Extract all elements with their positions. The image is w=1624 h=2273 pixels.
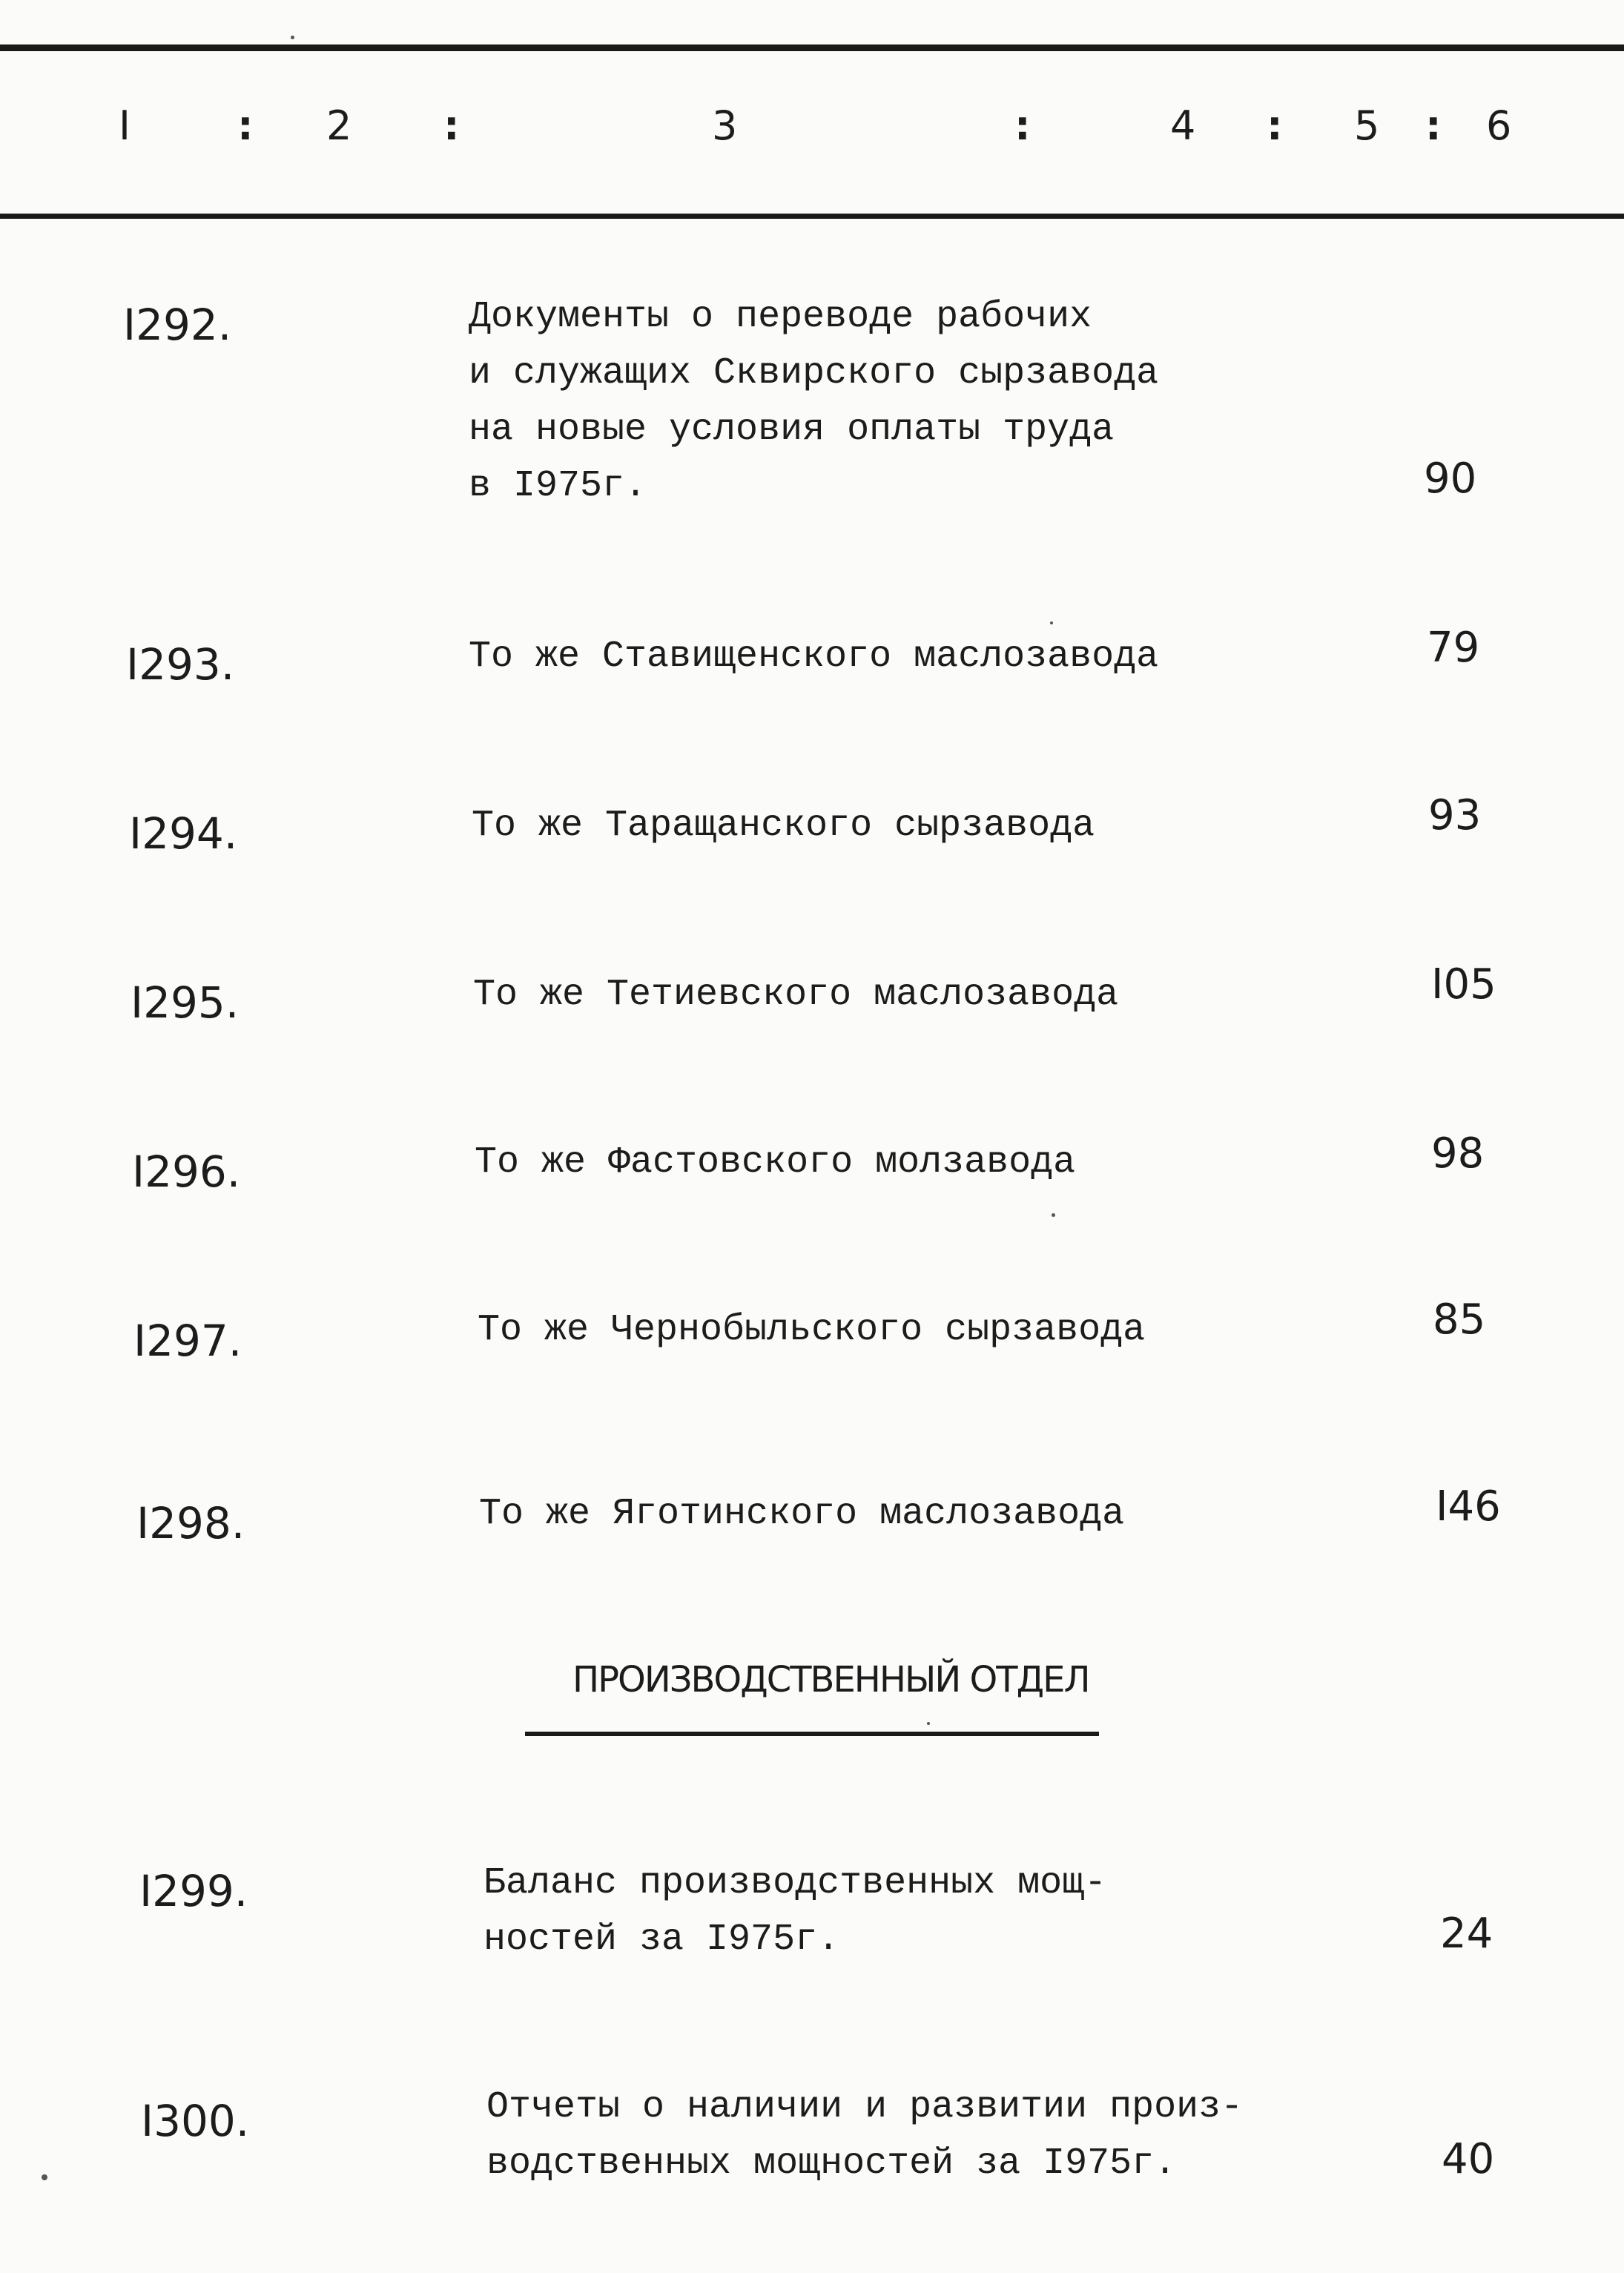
entry-sheet-count: 24: [1440, 1910, 1493, 1958]
column-header-1: I: [119, 102, 131, 149]
entry-sheet-count: 90: [1424, 455, 1477, 503]
scan-speck: [1052, 1213, 1055, 1217]
header-bottom-rule: [0, 214, 1624, 219]
entry-description: То же Ставищенского маслозавода: [469, 636, 1159, 678]
entry-description: То же Таращанского сырзавода: [472, 805, 1095, 847]
column-separator: :: [1267, 102, 1283, 149]
scan-speck: [1050, 621, 1053, 624]
column-separator: :: [1425, 102, 1442, 149]
entry-number: I296.: [132, 1147, 241, 1197]
entry-number: I294.: [129, 808, 238, 859]
entry-description: То же Фастовского молзавода: [475, 1141, 1076, 1184]
entry-description: Баланс производственных мощ- ностей за I975г.: [483, 1862, 1107, 1961]
entry-sheet-count: 98: [1431, 1129, 1485, 1178]
entry-number: I292.: [123, 300, 232, 350]
entry-sheet-count: 79: [1427, 624, 1480, 672]
entry-sheet-count: 85: [1433, 1296, 1486, 1344]
entry-description: То же Яготинского маслозавода: [479, 1493, 1125, 1535]
entry-sheet-count: I05: [1431, 960, 1496, 1009]
entry-number: I297.: [133, 1316, 242, 1366]
entry-description: То же Тетиевского маслозавода: [473, 974, 1119, 1016]
entry-sheet-count: 40: [1442, 2135, 1495, 2183]
column-separator: :: [443, 102, 460, 149]
entry-description: То же Чернобыльского сырзавода: [478, 1309, 1146, 1351]
entry-sheet-count: 93: [1428, 791, 1482, 839]
column-header-4: 4: [1170, 102, 1196, 149]
scan-speck: [291, 36, 294, 39]
scan-speck: [927, 1722, 930, 1725]
header-top-rule: [0, 44, 1624, 51]
column-header-5: 5: [1354, 102, 1380, 149]
entry-description: Отчеты о наличии и развитии произ- водственных мощностей за I975г.: [486, 2086, 1244, 2185]
entry-number: I295.: [131, 977, 240, 1028]
section-heading-underline: [525, 1732, 1099, 1736]
entry-number: I298.: [136, 1498, 245, 1548]
column-header-6: 6: [1486, 102, 1512, 149]
column-header-2: 2: [326, 102, 352, 149]
column-separator: :: [1014, 102, 1031, 149]
column-separator: :: [237, 102, 254, 149]
entry-number: I293.: [126, 639, 235, 690]
entry-sheet-count: I46: [1436, 1482, 1501, 1531]
section-heading: ПРОИЗВОДСТВЕННЫЙ ОТДЕЛ: [572, 1659, 1089, 1700]
entry-description: Документы о переводе рабочих и служащих Сквирского сырзавода на новые условия оплаты труда в I975г.: [469, 296, 1159, 507]
entry-number: I299.: [139, 1866, 248, 1916]
scan-speck: [42, 2174, 47, 2180]
column-header-3: 3: [712, 102, 738, 149]
entry-number: I300.: [141, 2096, 250, 2146]
